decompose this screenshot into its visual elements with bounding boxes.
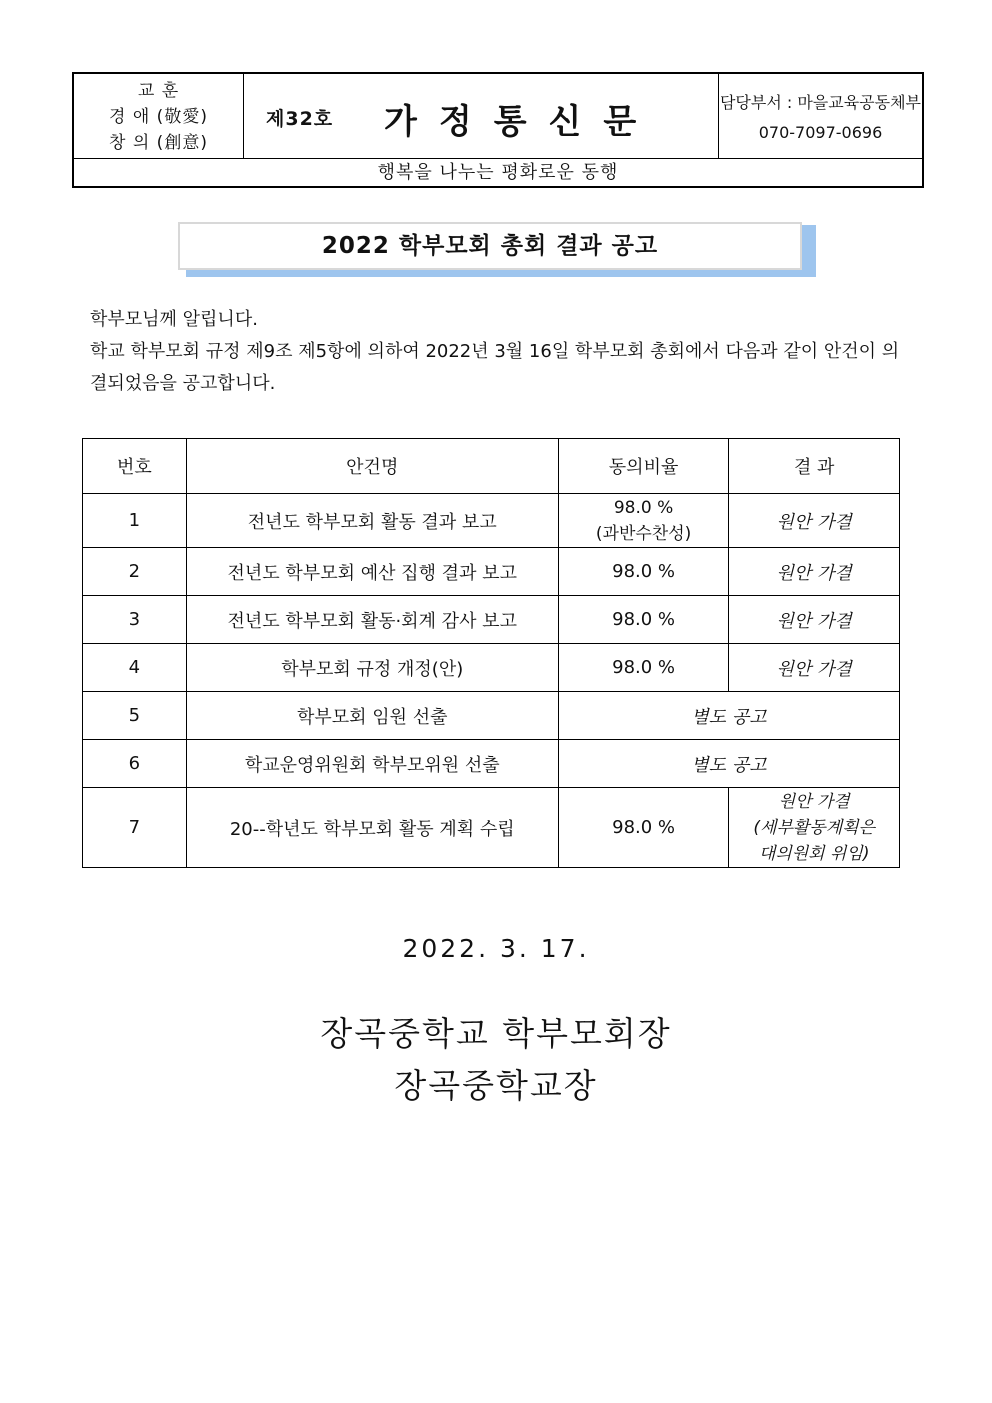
- row-ratio: 98.0 %: [558, 788, 729, 868]
- row-ratio: 98.0 %: [558, 596, 729, 644]
- header-top-row: [74, 74, 922, 159]
- table-row: [83, 788, 900, 868]
- row-item: 학부모회 규정 개정(안): [186, 644, 558, 692]
- row-merged-result: 별도 공고: [558, 692, 899, 740]
- row-number: 3: [83, 596, 187, 644]
- table-row: [83, 644, 900, 692]
- motto-line-2: 창 의 (創意): [109, 133, 208, 153]
- department-info: [718, 74, 922, 158]
- row-result: 원안 가결: [729, 548, 900, 596]
- row-merged-result: 별도 공고: [558, 740, 899, 788]
- intro-body: 학교 학부모회 규정 제9조 제5항에 의하여 2022년 3월 16일 학부모회 총회에서 다음과 같이 안건이 의결되었음을 공고합니다.: [90, 341, 900, 394]
- row-item: 학교운영위원회 학부모위원 선출: [186, 740, 558, 788]
- newsletter-header: [72, 72, 924, 188]
- table-row: [83, 596, 900, 644]
- row-number: 7: [83, 788, 187, 868]
- row-result: [729, 788, 900, 868]
- signature-principal: 장곡중학교장: [394, 1066, 598, 1105]
- table-row: [83, 740, 900, 788]
- col-header-number: 번호: [83, 439, 187, 494]
- row-item: 전년도 학부모회 활동 결과 보고: [186, 494, 558, 548]
- row-number: 5: [83, 692, 187, 740]
- issue-number: 제32호: [266, 108, 334, 130]
- agenda-table: [82, 438, 900, 868]
- signature-parent-president: 장곡중학교 학부모회장: [320, 1014, 672, 1053]
- col-header-item: 안건명: [186, 439, 558, 494]
- row-number: 4: [83, 644, 187, 692]
- notice-date: 2022. 3. 17.: [402, 934, 590, 963]
- table-row: [83, 692, 900, 740]
- notice-banner: 2022 학부모회 총회 결과 공고: [178, 222, 802, 270]
- result-line-2: (세부활동계획은: [753, 817, 875, 838]
- row-ratio: 98.0 %: [558, 644, 729, 692]
- row-item: 20--학년도 학부모회 활동 계획 수립: [186, 788, 558, 868]
- row-number: 1: [83, 494, 187, 548]
- table-header-row: [83, 439, 900, 494]
- newsletter-title: 가정통신문: [384, 102, 659, 142]
- motto-line-1: 경 애 (敬愛): [109, 107, 208, 127]
- school-motto: [74, 74, 244, 158]
- result-line-3: 대의원회 위임): [758, 843, 870, 864]
- col-header-result: 결 과: [729, 439, 900, 494]
- ratio-value: 98.0 %: [613, 497, 674, 518]
- row-item: 학부모회 임원 선출: [186, 692, 558, 740]
- row-result: 원안 가결: [729, 644, 900, 692]
- department-name: 담당부서 : 마을교육공동체부: [719, 93, 922, 112]
- row-ratio: [558, 494, 729, 548]
- row-result: 원안 가결: [729, 494, 900, 548]
- intro-text: [80, 304, 916, 400]
- row-item: 전년도 학부모회 예산 집행 결과 보고: [186, 548, 558, 596]
- ratio-note: (과반수찬성): [595, 523, 692, 544]
- row-item: 전년도 학부모회 활동·회계 감사 보고: [186, 596, 558, 644]
- row-ratio: 98.0 %: [558, 548, 729, 596]
- motto-title: 교 훈: [137, 81, 180, 101]
- result-line-1: 원안 가결: [778, 791, 850, 812]
- row-number: 6: [83, 740, 187, 788]
- slogan: 행복을 나누는 평화로운 동행: [377, 162, 619, 183]
- col-header-ratio: 동의비율: [558, 439, 729, 494]
- department-phone: 070-7097-0696: [758, 123, 883, 142]
- greeting: 학부모님께 알립니다.: [90, 309, 258, 330]
- row-result: 원안 가결: [729, 596, 900, 644]
- table-row: [83, 494, 900, 548]
- row-number: 2: [83, 548, 187, 596]
- table-row: [83, 548, 900, 596]
